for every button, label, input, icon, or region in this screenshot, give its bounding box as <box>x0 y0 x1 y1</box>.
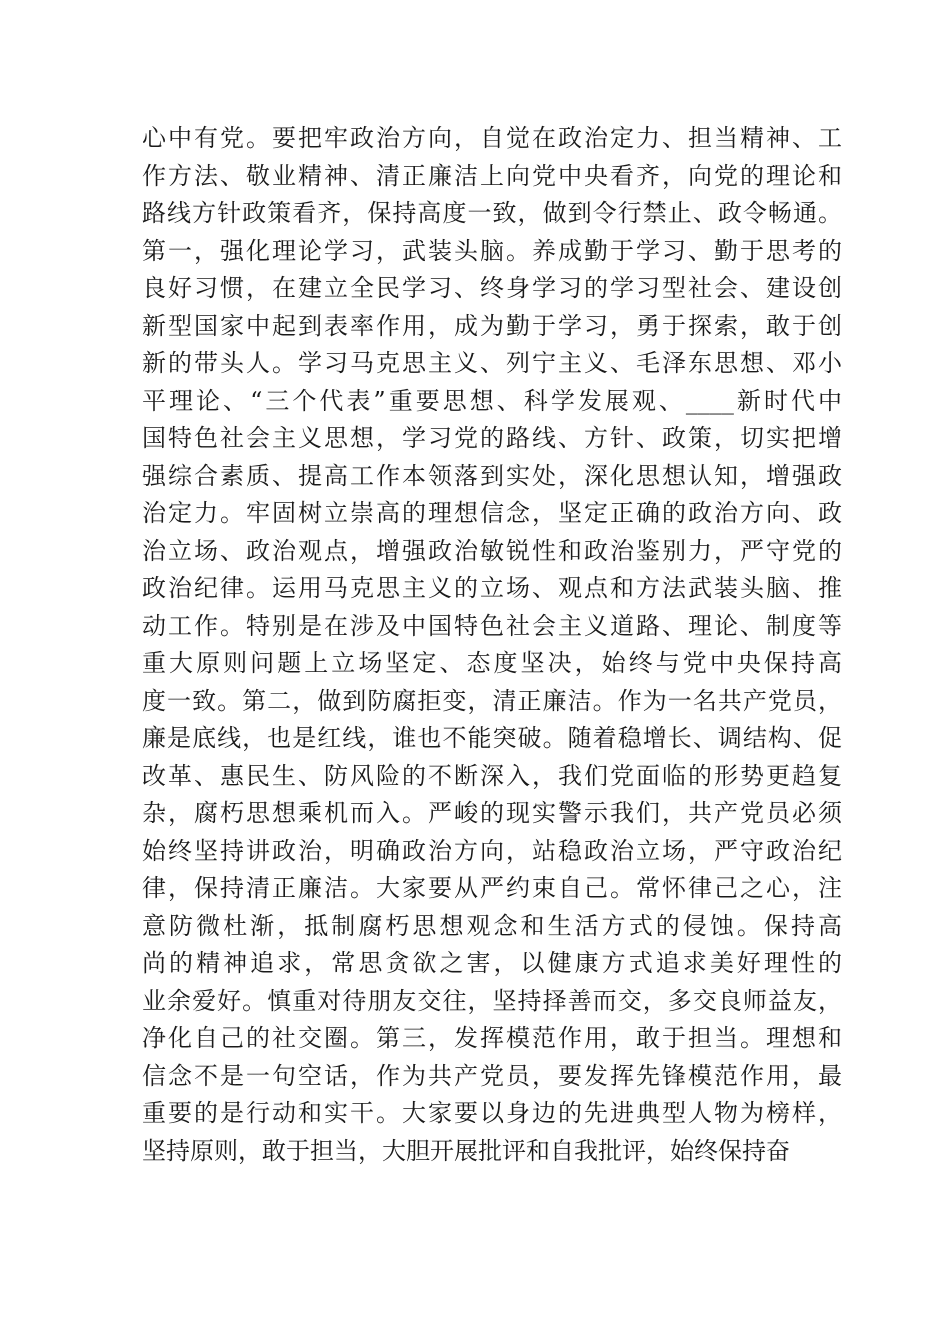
text-line: 重要的是行动和实干。大家要以身边的先进典型人物为榜样， <box>142 1099 842 1127</box>
text-line: 净化自己的社交圈。第三，发挥模范作用，敢于担当。理想和 <box>142 1024 842 1052</box>
text-line: 意防微杜渐，抵制腐朽思想观念和生活方式的侵蚀。保持高 <box>142 911 842 940</box>
text-line: 良好习惯，在建立全民学习、终身学习的学习型社会、建设创 <box>142 274 842 302</box>
text-line: 廉是底线，也是红线，谁也不能突破。随着稳增长、调结构、促 <box>142 724 842 752</box>
text-line: 动工作。特别是在涉及中国特色社会主义道路、理论、制度等 <box>142 611 842 640</box>
text-line: 业余爱好。慎重对待朋友交往，坚持择善而交，多交良师益友， <box>142 986 842 1015</box>
text-line: 新的带头人。学习马克思主义、列宁主义、毛泽东思想、邓小 <box>142 349 842 377</box>
text-line: 治定力。牢固树立崇高的理想信念，坚定正确的政治方向、政 <box>142 499 842 527</box>
text-line: 重大原则问题上立场坚定、态度坚决，始终与党中央保持高 <box>142 649 842 677</box>
text-line: 新型国家中起到表率作用，成为勤于学习，勇于探索，敢于创 <box>142 311 842 340</box>
body-text <box>142 120 842 1170</box>
text-line: 信念不是一句空话，作为共产党员，要发挥先锋模范作用，最 <box>142 1061 842 1090</box>
text-line: 始终坚持讲政治，明确政治方向，站稳政治立场，严守政治纪 <box>142 836 842 865</box>
text-line: 坚持原则，敢于担当，大胆开展批评和自我批评，始终保持奋 <box>142 1136 790 1165</box>
text-line: 杂，腐朽思想乘机而入。严峻的现实警示我们，共产党员必须 <box>142 799 842 827</box>
text-line: 第一，强化理论学习，武装头脑。养成勤于学习、勤于思考的 <box>142 236 842 265</box>
text-line: 治立场、政治观点，增强政治敏锐性和政治鉴别力，严守党的 <box>142 536 842 565</box>
text-line: 路线方针政策看齐，保持高度一致，做到令行禁止、政令畅通。 <box>142 199 842 227</box>
text-line: 国特色社会主义思想，学习党的路线、方针、政策，切实把增 <box>142 424 842 452</box>
text-line: 作方法、敬业精神、清正廉洁上向党中央看齐，向党的理论和 <box>142 161 842 190</box>
text-line: 改革、惠民生、防风险的不断深入，我们党面临的形势更趋复 <box>142 761 842 790</box>
text-line: 政治纪律。运用马克思主义的立场、观点和方法武装头脑、推 <box>142 574 842 602</box>
text-line: 强综合素质、提高工作本领落到实处，深化思想认知，增强政 <box>142 461 842 490</box>
text-line: 平理论、“三个代表”重要思想、科学发展观、____新时代中 <box>142 386 842 415</box>
text-line: 心中有党。要把牢政治方向，自觉在政治定力、担当精神、工 <box>142 124 842 152</box>
text-line: 律，保持清正廉洁。大家要从严约束自己。常怀律己之心，注 <box>142 874 842 902</box>
text-line: 尚的精神追求，常思贪欲之害，以健康方式追求美好理性的 <box>142 949 842 977</box>
text-line: 度一致。第二，做到防腐拒变，清正廉洁。作为一名共产党员， <box>142 686 842 715</box>
